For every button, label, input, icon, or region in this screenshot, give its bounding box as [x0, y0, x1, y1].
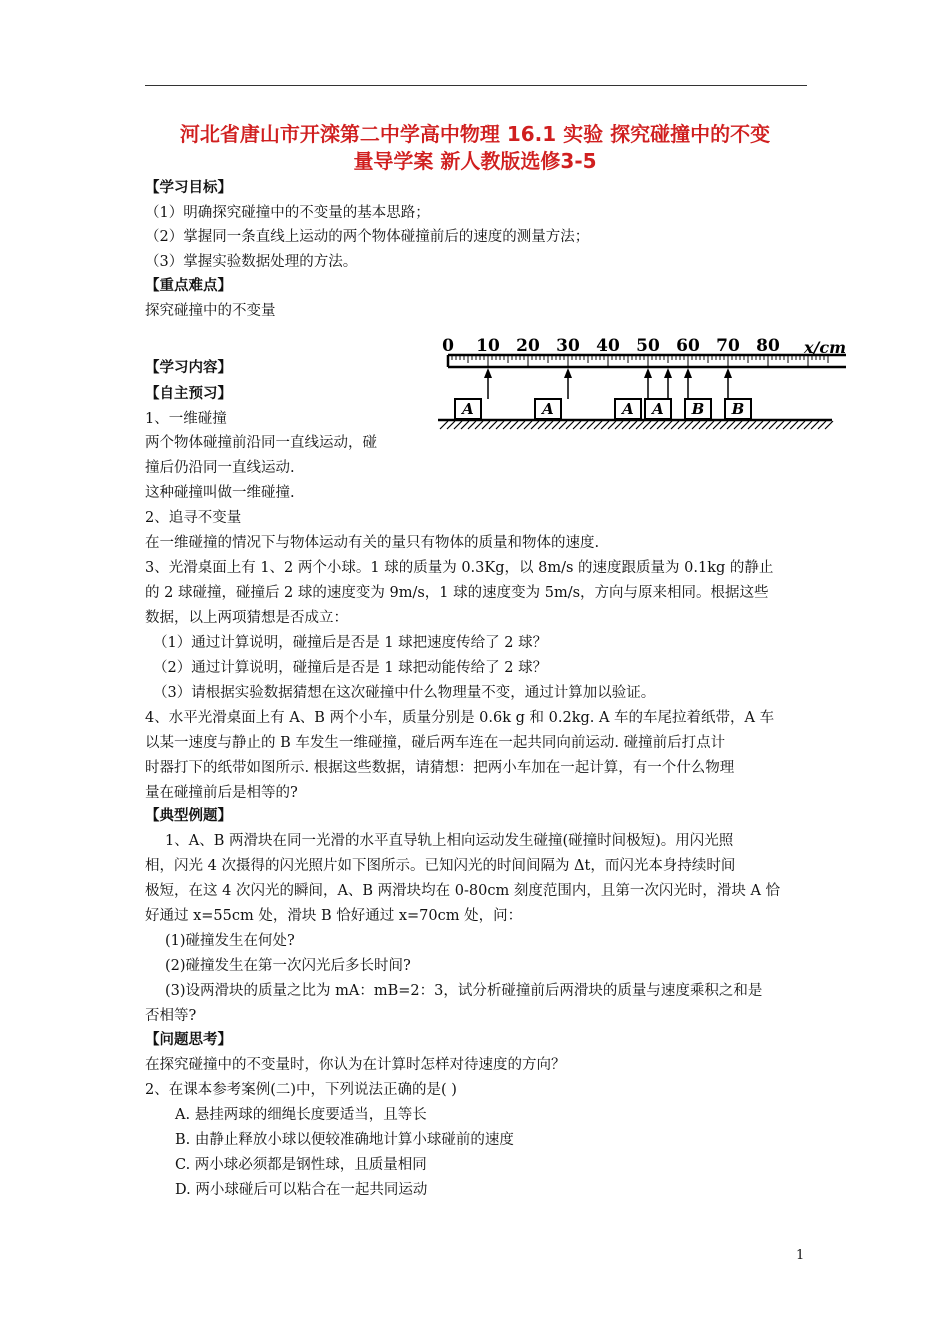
ground-hatch — [734, 421, 742, 429]
ground-hatch — [608, 421, 616, 429]
ground-hatch — [797, 421, 805, 429]
ground-hatch — [657, 421, 665, 429]
tick-label-80: 80 — [756, 336, 780, 356]
tick-label-50: 50 — [636, 336, 660, 356]
question-2-option-a: A. 悬挂两球的细绳长度要适当，且等长 — [175, 1107, 427, 1123]
arrow-head-70 — [724, 368, 732, 378]
flash-photo-figure — [438, 334, 848, 438]
page-number: 1 — [796, 1248, 805, 1263]
ground-hatch — [727, 421, 735, 429]
tick-label-20: 20 — [516, 336, 540, 356]
example-line-4: 好通过 x=55cm 处，滑块 B 恰好通过 x=70cm 处，问： — [145, 908, 523, 924]
tick-label-40: 40 — [596, 336, 620, 356]
ground-hatch — [664, 421, 672, 429]
ground-hatch — [545, 421, 553, 429]
ground-hatch — [531, 421, 539, 429]
block-label-a: A — [652, 400, 664, 418]
example-question-1: (1)碰撞发生在何处? — [165, 933, 295, 949]
tick-label-10: 10 — [476, 336, 500, 356]
ground-hatch — [692, 421, 700, 429]
slider-blocks — [455, 399, 751, 419]
section-4-line-4: 量在碰撞前后是相等的? — [145, 785, 298, 801]
ground-hatch — [552, 421, 560, 429]
ground-hatch — [615, 421, 623, 429]
ground-hatch — [643, 421, 651, 429]
example-line-1: 1、A、B 两滑块在同一光滑的水平直导轨上相向运动发生碰撞(碰撞时间极短)。用闪光照 — [165, 833, 734, 849]
ground-hatch — [678, 421, 686, 429]
ground-hatch — [440, 421, 448, 429]
ground-hatch — [447, 421, 455, 429]
ground-hatch — [741, 421, 749, 429]
key-text: 探究碰撞中的不变量 — [145, 303, 276, 319]
question-2-option-c: C. 两小球必须都是钢性球，且质量相同 — [175, 1157, 427, 1173]
section-1-title: 1、一维碰撞 — [145, 411, 227, 427]
ground-hatch — [587, 421, 595, 429]
section-4-line-2: 以某一速度与静止的 B 车发生一维碰撞，碰后两车连在一起共同向前运动. 碰撞前后打点计 — [145, 735, 726, 751]
ground-hatch — [720, 421, 728, 429]
arrow-head-60 — [684, 368, 692, 378]
ground-hatch — [636, 421, 644, 429]
example-line-3: 极短，在这 4 次闪光的瞬间，A、B 两滑块均在 0-80cm 刻度范围内，且第一次闪光时，滑块 A 恰 — [145, 883, 781, 899]
block-label-a: A — [462, 400, 474, 418]
position-arrows — [484, 368, 732, 399]
section-3-question-1: （1）通过计算说明，碰撞后是否是 1 球把速度传给了 2 球？ — [153, 635, 548, 651]
ground-hatch — [573, 421, 581, 429]
section-3-question-3: （3）请根据实验数据猜想在这次碰撞中什么物理量不变，通过计算加以验证。 — [153, 685, 656, 701]
ground-hatch — [475, 421, 483, 429]
track-ground — [438, 420, 833, 429]
ground-hatch — [538, 421, 546, 429]
ground-hatch — [510, 421, 518, 429]
ground-hatch — [748, 421, 756, 429]
question-2: 2、在课本参考案例(二)中，下列说法正确的是( ) — [145, 1082, 457, 1098]
example-question-3: (3)设两滑块的质量之比为 mA：mB=2：3，试分析碰撞前后两滑块的质量与速度乘积之和是 — [165, 983, 763, 999]
tick-label-30: 30 — [556, 336, 580, 356]
ground-hatch — [671, 421, 679, 429]
section-3-question-2: （2）通过计算说明，碰撞后是否是 1 球把动能传给了 2 球？ — [153, 660, 548, 676]
section-1-line-3: 这种碰撞叫做一维碰撞. — [145, 485, 295, 501]
ground-hatch — [524, 421, 532, 429]
objectives-heading: 【学习目标】 — [145, 180, 232, 196]
ground-hatch — [755, 421, 763, 429]
tick-label-0: 0 — [442, 336, 454, 356]
ground-hatch — [762, 421, 770, 429]
section-3-line-1: 3、光滑桌面上有 1、2 两个小球。1 球的质量为 0.3Kg，以 8m/s 的速度跟质量为 0.1kg 的静止 — [145, 560, 774, 576]
tick-label-70: 70 — [716, 336, 740, 356]
ground-hatch — [601, 421, 609, 429]
example-question-3-cont: 否相等? — [145, 1008, 197, 1024]
block-label-a: A — [542, 400, 554, 418]
preview-heading: 【自主预习】 — [145, 386, 232, 402]
ground-hatch — [468, 421, 476, 429]
block-label-b: B — [691, 400, 705, 418]
ground-hatch — [566, 421, 574, 429]
ground-hatch — [461, 421, 469, 429]
ground-hatch — [454, 421, 462, 429]
ground-hatch — [818, 421, 826, 429]
ground-hatch — [790, 421, 798, 429]
objective-3: （3）掌握实验数据处理的方法。 — [145, 254, 358, 270]
ground-hatch — [811, 421, 819, 429]
ground-hatch — [783, 421, 791, 429]
ground-hatch — [629, 421, 637, 429]
axis-unit-label: x/cm — [804, 338, 847, 357]
ground-hatch — [594, 421, 602, 429]
ground-hatch — [517, 421, 525, 429]
question-2-option-d: D. 两小球碰后可以粘合在一起共同运动 — [175, 1182, 428, 1198]
ground-hatch — [559, 421, 567, 429]
ground-hatch — [769, 421, 777, 429]
block-label-b: B — [731, 400, 745, 418]
section-2-title: 2、追寻不变量 — [145, 510, 242, 526]
block-label-a: A — [622, 400, 634, 418]
think-heading: 【问题思考】 — [145, 1032, 232, 1048]
ground-hatch — [713, 421, 721, 429]
section-4-line-1: 4、水平光滑桌面上有 A、B 两个小车，质量分别是 0.6k g 和 0.2kg. A 车的车尾拉着纸带，A 车 — [145, 710, 775, 726]
tick-label-60: 60 — [676, 336, 700, 356]
example-question-2: (2)碰撞发生在第一次闪光后多长时间? — [165, 958, 411, 974]
think-line-1: 在探究碰撞中的不变量时，你认为在计算时怎样对待速度的方向？ — [145, 1057, 566, 1073]
ground-hatch — [489, 421, 497, 429]
ground-hatch — [804, 421, 812, 429]
section-3-line-3: 数据，以上两项猜想是否成立： — [145, 610, 348, 626]
ground-hatch — [776, 421, 784, 429]
arrow-head-10 — [484, 368, 492, 378]
arrow-head-30 — [564, 368, 572, 378]
arrow-head-50 — [644, 368, 652, 378]
section-2-line-1: 在一维碰撞的情况下与物体运动有关的量只有物体的质量和物体的速度. — [145, 535, 600, 551]
ground-hatch — [580, 421, 588, 429]
arrow-head-55 — [664, 368, 672, 378]
ground-hatch — [685, 421, 693, 429]
key-heading: 【重点难点】 — [145, 278, 232, 294]
ground-hatch — [503, 421, 511, 429]
ground-hatch — [496, 421, 504, 429]
ground-hatch — [706, 421, 714, 429]
ground-hatch — [622, 421, 630, 429]
ground-hatch — [699, 421, 707, 429]
section-4-line-3: 时器打下的纸带如图所示. 根据这些数据，请猜想：把两小车加在一起计算，有一个什么物理 — [145, 760, 735, 776]
section-1-line-2: 撞后仍沿同一直线运动. — [145, 460, 295, 476]
section-3-line-2: 的 2 球碰撞，碰撞后 2 球的速度变为 9m/s，1 球的速度变为 5m/s，方向与原来相同。根据这些 — [145, 585, 769, 601]
content-heading: 【学习内容】 — [145, 360, 232, 376]
section-1-line-1: 两个物体碰撞前沿同一直线运动，碰 — [145, 435, 377, 451]
ground-hatch — [825, 421, 833, 429]
ground-hatch — [650, 421, 658, 429]
title-line-1: 河北省唐山市开滦第二中学高中物理 16.1 实验 探究碰撞中的不变 — [179, 122, 771, 146]
objective-2: （2）掌握同一条直线上运动的两个物体碰撞前后的速度的测量方法； — [145, 229, 590, 245]
example-heading: 【典型例题】 — [145, 808, 232, 824]
question-2-option-b: B. 由静止释放小球以便较准确地计算小球碰前的速度 — [175, 1132, 514, 1148]
title-line-2: 量导学案 新人教版选修3-5 — [353, 149, 597, 173]
ruler-scale — [442, 336, 846, 367]
objective-1: （1）明确探究碰撞中的不变量的基本思路； — [145, 205, 430, 221]
top-rule — [145, 85, 807, 86]
ground-hatch — [482, 421, 490, 429]
example-line-2: 相，闪光 4 次摄得的闪光照片如下图所示。已知闪光的时间间隔为 Δt，而闪光本身持续时间 — [145, 858, 736, 874]
